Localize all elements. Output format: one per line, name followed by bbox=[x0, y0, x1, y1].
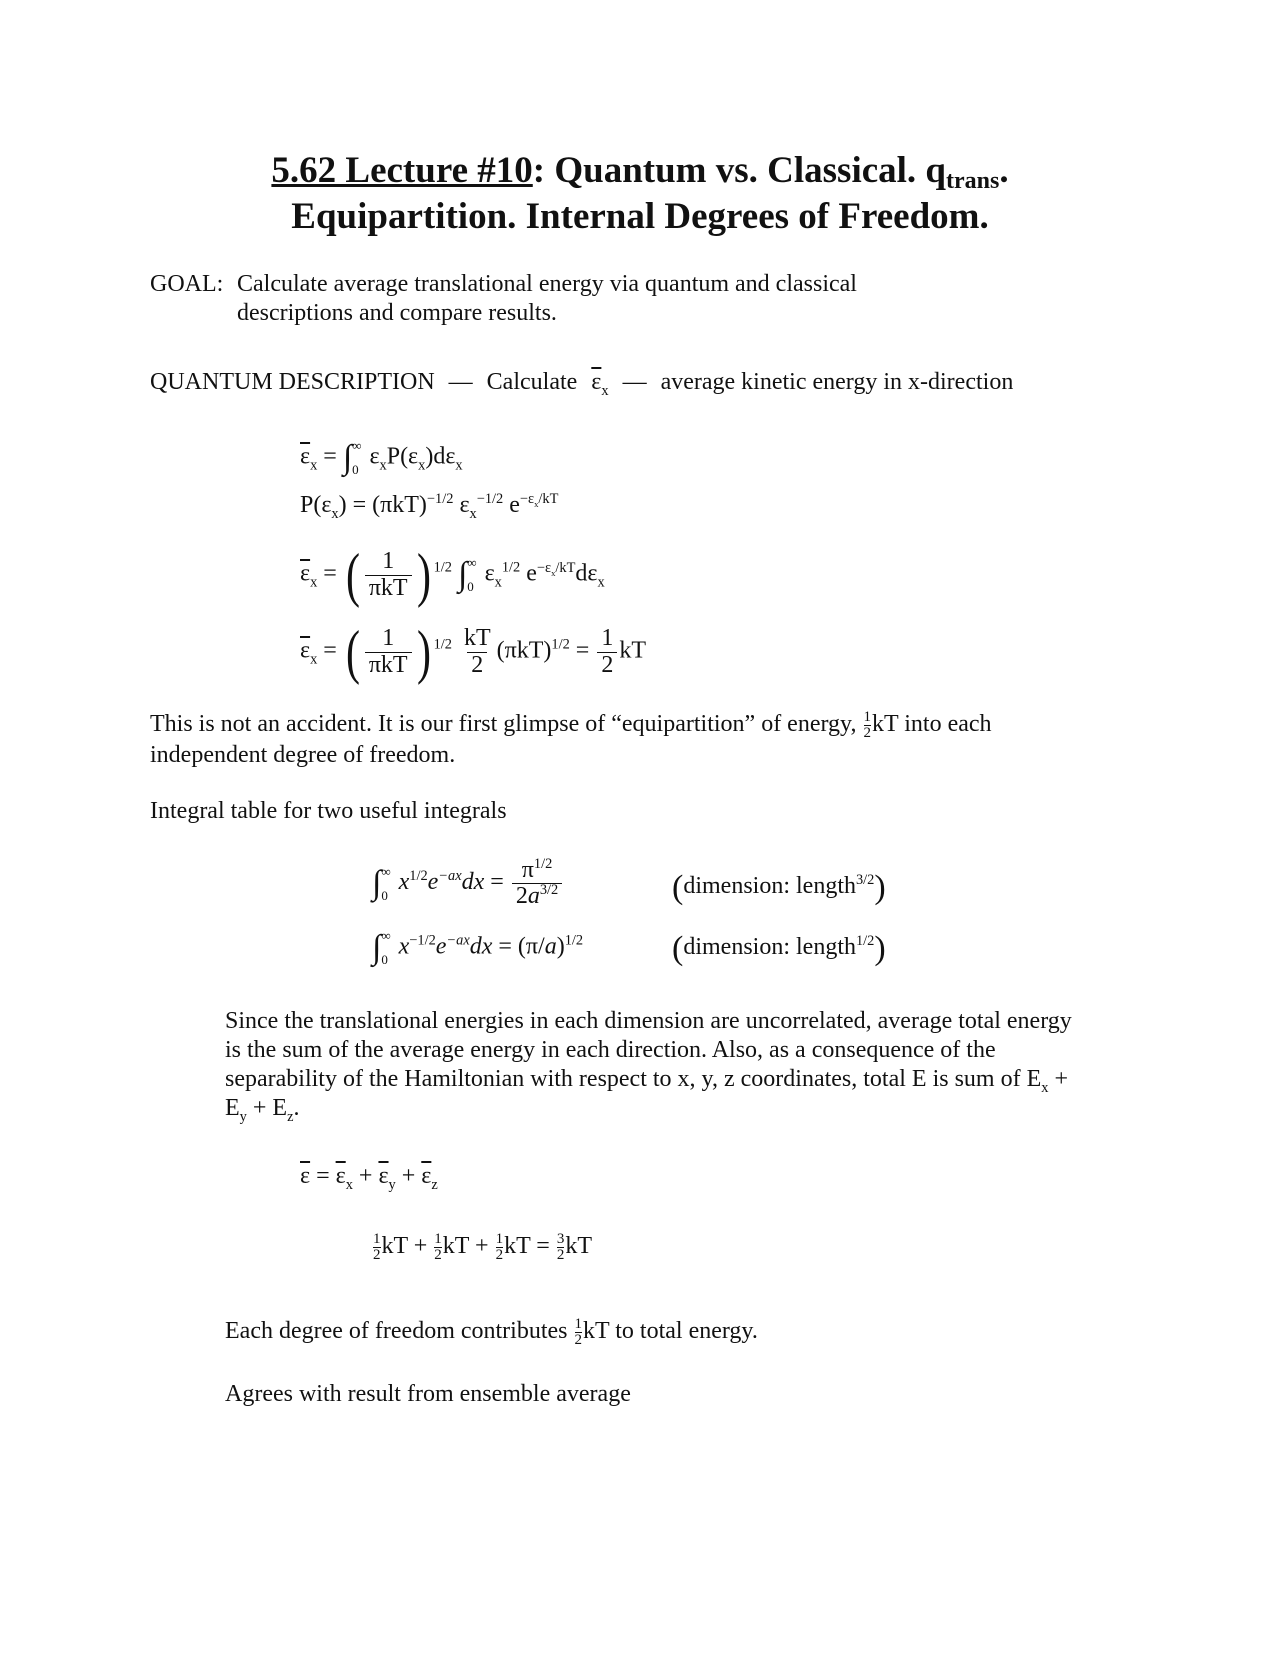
dimension-1: (dimension: length$^{3/2}$) bbox=[672, 868, 886, 906]
accident-line2: independent degree of freedom. bbox=[150, 742, 456, 768]
equation-3: $\overline{\varepsilon}_x$ = ( $\frac{1}{\text{πkT}}$ ) $^{1/2}$ ∫ ∞ 0 $\varepsilon_x^{1/2}$ $e^{-\varepsilon_x/kT}d\varepsilon_x$ bbox=[300, 542, 605, 608]
integral-table-heading: Integral table for two useful integrals bbox=[150, 798, 507, 824]
goal-line2: descriptions and compare results. bbox=[237, 300, 557, 326]
dimension-2: (dimension: length$^{1/2}$) bbox=[672, 929, 886, 967]
agrees-line: Agrees with result from ensemble average bbox=[225, 1381, 631, 1407]
since-line2: is the sum of the average energy in each direction. Also, as a consequence of the bbox=[225, 1037, 996, 1063]
quantum-heading: QUANTUM DESCRIPTION — Calculate $\overline{\varepsilon}_x$ — average kinetic energy in x-direction bbox=[150, 369, 1014, 399]
since-line1: Since the translational energies in each dimension are uncorrelated, average total energy bbox=[225, 1008, 1072, 1034]
accident-line1: This is not an accident. It is our first glimpse of “equipartition” of energy, $\frac{1}{2}$ kT into each bbox=[150, 709, 992, 741]
integral-2: ∫ ∞ 0 $x^{-1/2}e^{-ax}dx = (\pi/a)^{1/2}$ bbox=[372, 928, 584, 967]
since-line4: $E_y + E_z$. bbox=[225, 1095, 300, 1125]
each-degree-line: Each degree of freedom contributes $\frac{1}{2}$ kT to total energy. bbox=[225, 1316, 758, 1348]
goal-line1: Calculate average translational energy via quantum and classical bbox=[237, 271, 857, 297]
kt-sum-equation: $\frac{1}{2}$ kT + $\frac{1}{2}$ kT + $\frac{1}{2}$ kT = $\frac{3}{2}$ kT bbox=[373, 1231, 593, 1263]
sum-equation: $\overline{\varepsilon} = \overline{\varepsilon}_x + \overline{\varepsilon}_y + \overline{\varepsilon}_z$ bbox=[300, 1163, 438, 1193]
equation-4: $\overline{\varepsilon}_x$ = ( $\frac{1}{\text{πkT}}$ ) $^{1/2}$ $\frac{kT}{2}$ $(\pi kT)^{1/2}$ = $\frac{1}{2}$ kT bbox=[300, 619, 647, 685]
goal-label: GOAL: bbox=[150, 271, 224, 297]
since-line3: separability of the Hamiltonian with respect to x, y, z coordinates, total E is sum of $E_x$ + bbox=[225, 1066, 1068, 1096]
equation-1: $\overline{\varepsilon}_x$ = ∫ ∞ 0 $\varepsilon_xP(\varepsilon_x)d\varepsilon_x$ bbox=[300, 438, 463, 477]
lecture-number: 5.62 Lecture #10 bbox=[271, 150, 533, 191]
page-title-line2: Equipartition. Internal Degrees of Freedom. bbox=[291, 196, 989, 237]
equation-2: $P(\varepsilon_x) = (\pi kT)^{-1/2}$ $\varepsilon_x^{-1/2}$ $e^{-\varepsilon_x/kT}$ bbox=[300, 491, 559, 522]
page-title-line1: 5.62 Lecture #10: Quantum vs. Classical. qtrans. bbox=[271, 150, 1009, 194]
integral-1: ∫ ∞ 0 $x^{1/2}e^{-ax}dx$ = $\frac{\pi^{1/2}}{2a^{3/2}}$ bbox=[372, 858, 564, 909]
